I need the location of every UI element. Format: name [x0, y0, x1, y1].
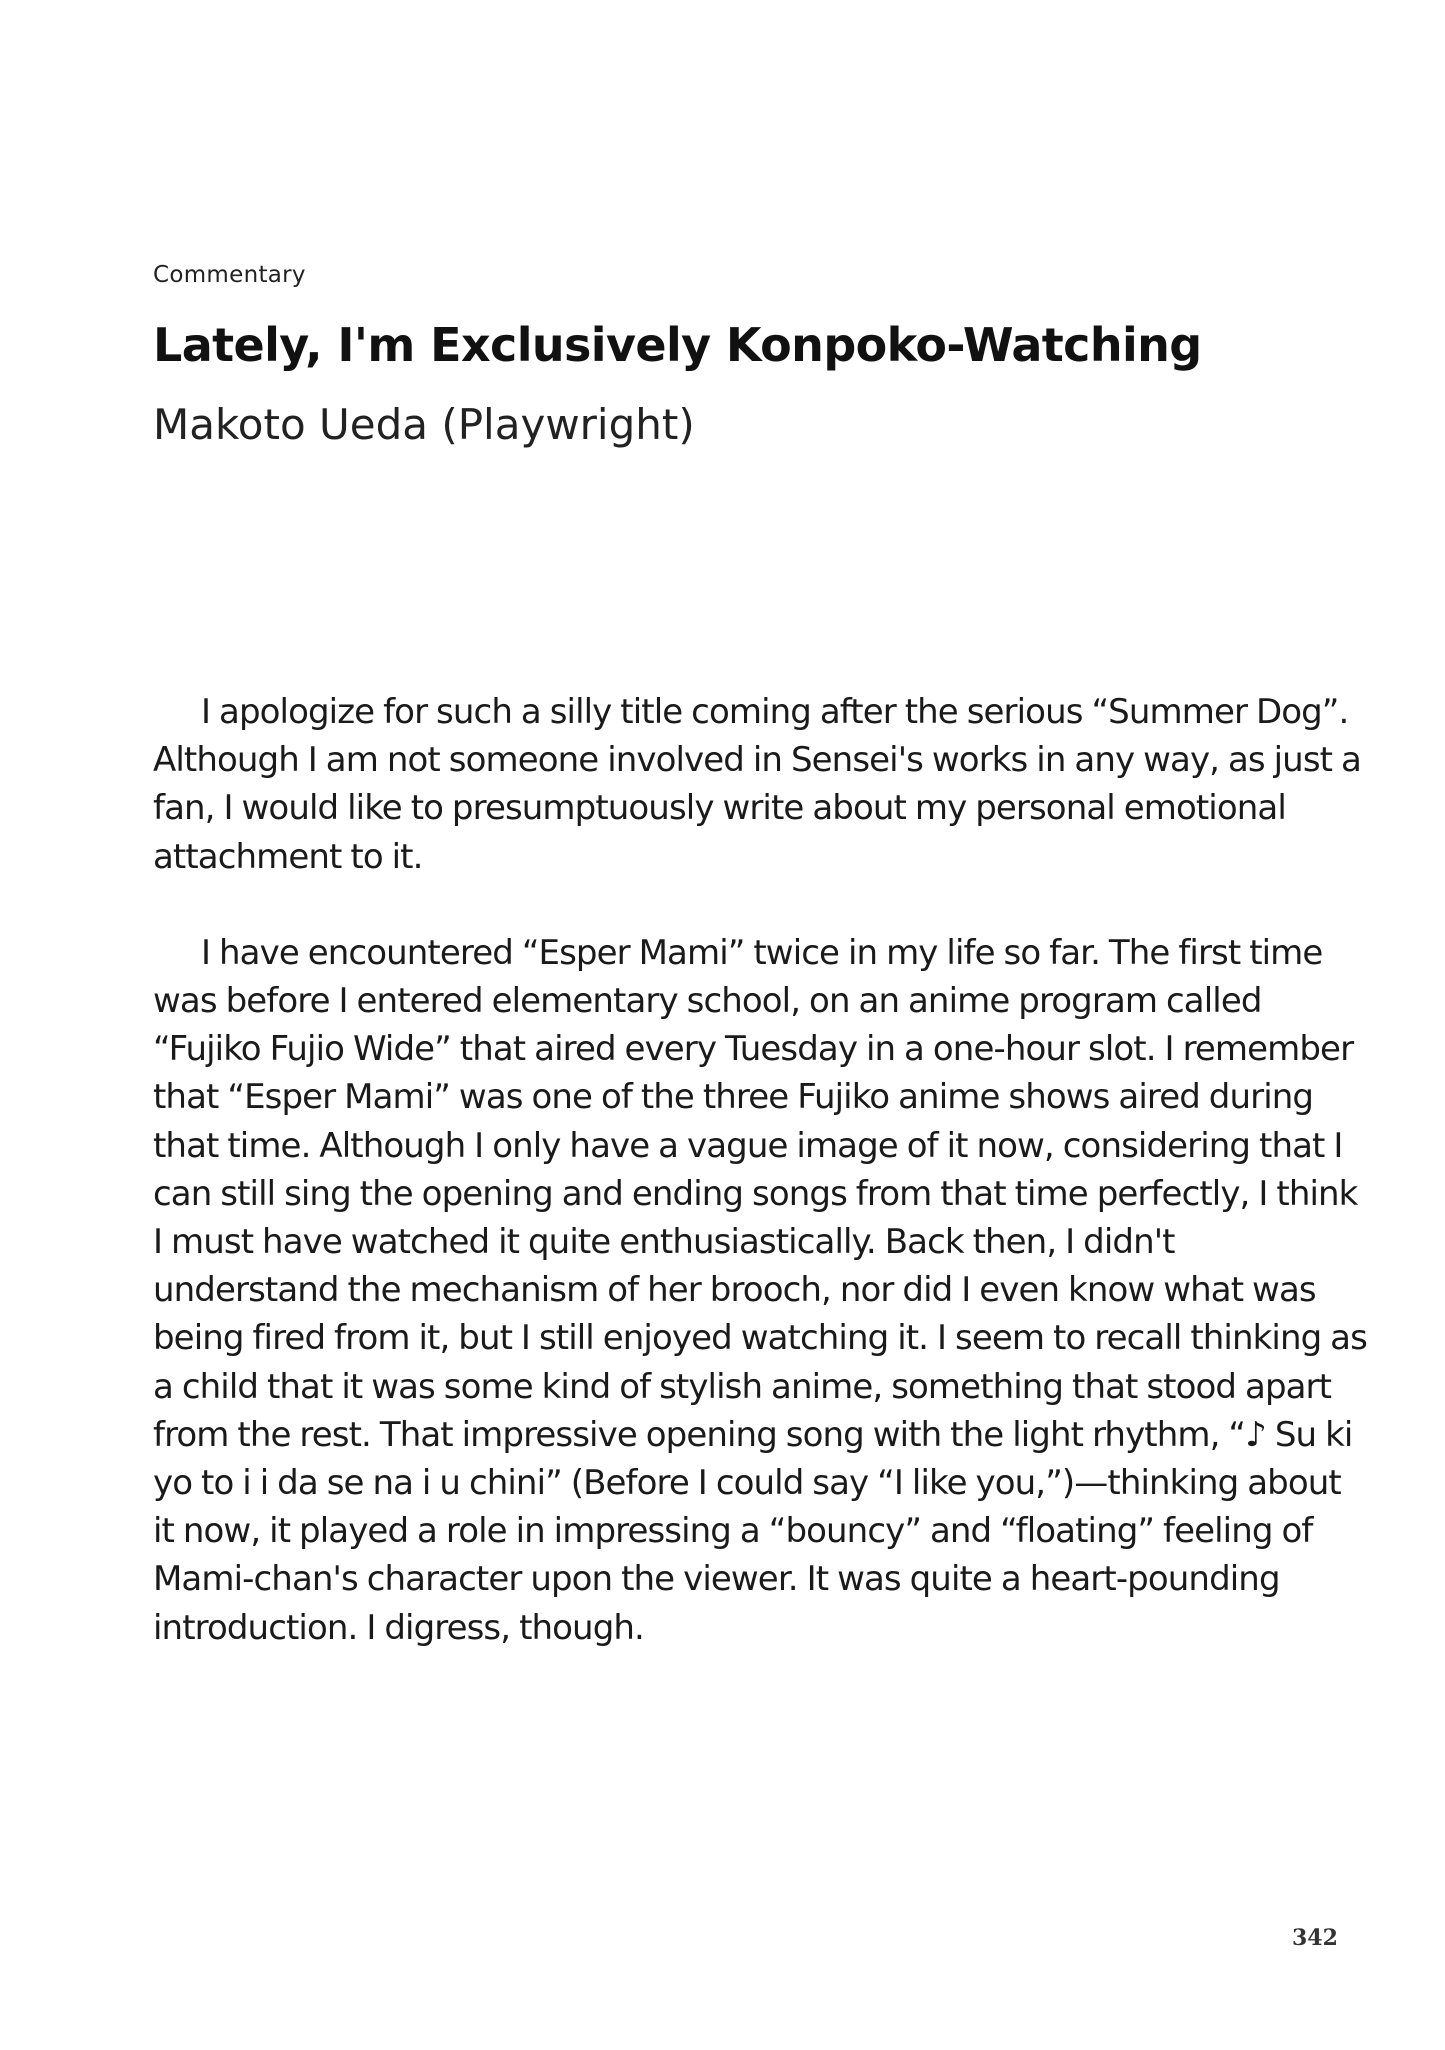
section-label: Commentary — [153, 262, 306, 288]
article-body — [153, 688, 1368, 1652]
author-byline: Makoto Ueda (Playwright) — [153, 400, 695, 449]
body-paragraph-1: I apologize for such a silly title coming after the serious “Summer Dog”. Although I am not someone involved in Sensei's works in any way, as just a fan, I would like to presumptuously write about my personal emotional attachment to it. — [153, 692, 1361, 877]
body-paragraph-2: I have encountered “Esper Mami” twice in my life so far. The first time was before I entered elementary school, on an anime program called “Fujiko Fujio Wide” that aired every Tuesday in a one-hour slot. I remember that “Esper Mami” was one of the three Fujiko anime shows aired during that time. Although I only have a vague image of it now, considering that I can still sing the opening and ending songs from that time perfectly, I think I must have watched it quite enthusiastically. Back then, I didn't understand the mechanism of her brooch, nor did I even know what was being fired from it, but I still enjoyed watching it. I seem to recall thinking as a child that it was some kind of stylish anime, something that stood apart from the rest. That impressive opening song with the light rhythm, “♪ Su ki yo to i i da se na i u chini” (Before I could say “I like you,”)—thinking about it now, it played a role in impressing a “bouncy” and “floating” feeling of Mami-chan's character upon the viewer. It was quite a heart-pounding introduction. I digress, though. — [153, 932, 1367, 1648]
page-number: 342 — [1292, 1925, 1338, 1951]
article-title: Lately, I'm Exclusively Konpoko-Watching — [153, 318, 1202, 372]
